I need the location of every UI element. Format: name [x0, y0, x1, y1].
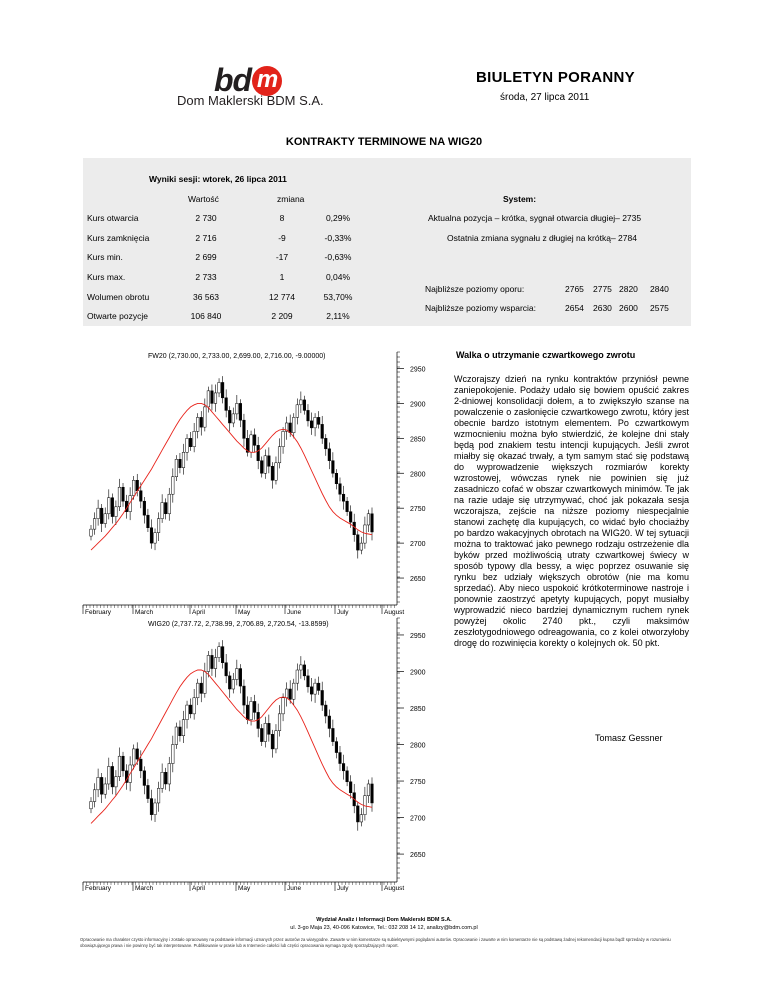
y-tick-label: 2650 [410, 852, 426, 860]
row-pct: 0,04% [325, 272, 351, 282]
candle-body [289, 423, 292, 433]
candle-body [189, 438, 192, 446]
row-pct: 53,70% [323, 292, 353, 302]
y-tick-label: 2950 [410, 366, 426, 374]
bdm-logo: bd m [214, 62, 282, 99]
x-tick-label: July [337, 885, 349, 892]
row-label: Kurs zamknięcia [87, 233, 150, 243]
candle-body [161, 503, 164, 519]
row-label: Kurs max. [87, 272, 126, 282]
candle-body [172, 477, 175, 494]
row-value: 2 699 [195, 252, 217, 262]
support-level: 2575 [650, 303, 669, 313]
candle-body [324, 438, 327, 448]
row-pct: 2,11% [326, 311, 350, 321]
y-tick-label: 2900 [410, 401, 426, 409]
x-tick-label: February [85, 885, 112, 892]
candle-body [122, 756, 125, 771]
candle-body [164, 503, 167, 514]
resistance-label: Najbliższe poziomy oporu: [425, 284, 525, 294]
candle-body [214, 658, 217, 669]
candle-body [221, 382, 224, 397]
candle-body [179, 727, 182, 736]
candle-body [367, 514, 370, 525]
candle-body [193, 431, 196, 446]
candle-body [275, 463, 278, 480]
candle-body [97, 777, 100, 789]
results-title: Wyniki sesji: wtorek, 26 lipca 2011 [149, 174, 287, 184]
x-tick-label: April [192, 609, 206, 616]
candle-body [317, 417, 320, 424]
candle-body [282, 431, 285, 446]
col-change-header: zmiana [277, 194, 305, 204]
row-value: 2 733 [195, 272, 217, 282]
row-value: 2 716 [195, 233, 217, 243]
article-title: Walka o utrzymanie czwartkowego zwrotu [456, 350, 636, 360]
row-change: 2 209 [271, 311, 293, 321]
candle-body [349, 782, 352, 793]
company-name: Dom Maklerski BDM S.A. [177, 93, 324, 108]
candle-body [260, 728, 263, 741]
candle-body [278, 447, 281, 463]
candle-body [132, 749, 135, 765]
candle-body [349, 512, 352, 522]
candle-body [97, 508, 100, 518]
candle-body [296, 670, 299, 683]
row-pct: -0,63% [324, 252, 352, 262]
candle-body [100, 508, 103, 523]
candle-body [250, 701, 253, 719]
candle-body [182, 720, 185, 736]
candle-body [143, 771, 146, 786]
candle-body [253, 435, 256, 445]
chart-title: FW20 (2,730.00, 2,733.00, 2,699.00, 2,716.00, -9.00000) [148, 353, 326, 360]
resistance-level: 2820 [619, 284, 638, 294]
candle-body [285, 689, 288, 698]
candle-body [292, 417, 295, 432]
y-tick-label: 2800 [410, 742, 426, 750]
candle-body [243, 686, 246, 705]
candle-body [122, 487, 125, 501]
y-tick-label: 2750 [410, 506, 426, 514]
candle-body [335, 473, 338, 483]
support-level: 2630 [593, 303, 612, 313]
section-title: KONTRAKTY TERMINOWE NA WIG20 [285, 136, 483, 148]
candle-body [139, 759, 142, 771]
system-line-1: Aktualna pozycja – krótka, sygnał otwarcia długiej– 2735 [428, 213, 642, 223]
candle-body [107, 498, 110, 514]
candle-body [339, 753, 342, 764]
candle-body [196, 417, 199, 431]
candle-body [332, 728, 335, 741]
row-label: Wolumen obrotu [87, 292, 150, 302]
candle-body [275, 731, 278, 749]
candle-body [150, 528, 153, 543]
row-change: 1 [279, 272, 285, 282]
candle-body [324, 705, 327, 716]
article-author: Tomasz Gessner [595, 733, 663, 743]
chart-title: WIG20 (2,737.72, 2,738.99, 2,706.89, 2,720.54, -13.8599) [148, 621, 329, 628]
candle-body [239, 669, 242, 687]
candle-body [360, 543, 363, 550]
y-tick-label: 2750 [410, 779, 426, 787]
candle-body [371, 784, 374, 803]
support-label: Najbliższe poziomy wsparcia: [425, 303, 537, 313]
candle-body [218, 647, 221, 658]
candle-body [264, 723, 267, 741]
candle-body [346, 771, 349, 782]
resistance-level: 2775 [593, 284, 612, 294]
candle-body [150, 799, 153, 815]
candle-body [104, 784, 107, 794]
candle-body [328, 716, 331, 728]
footer-disclaimer: Opracowanie ma charakter czysto informacyjny i zostało opracowany na podstawie informacji uznanych przez autorów za wiarygodne. Zawarte w nim komentarze są subiektywnymi poglądami autorów. Opracowanie i zawarte w nim komentarze nie są podstawą żadnej rekomendacji kupna bądź sprzedaży w rozumieniu obowiązującego prawa i nie powinny być tak interpretowane. Publikowanie w prasie lub w Internecie całości lub części opracowania wymaga zgody sporządzających raport. [80, 937, 671, 948]
candle-body [236, 669, 239, 680]
candle-body [268, 456, 271, 466]
x-tick-label: August [384, 885, 405, 892]
x-tick-label: August [384, 609, 405, 616]
candle-body [225, 398, 228, 411]
candle-body [136, 749, 139, 759]
candle-body [243, 420, 246, 438]
candle-body [132, 480, 135, 495]
candle-body [115, 507, 118, 517]
candle-body [360, 815, 363, 822]
candle-body [260, 461, 263, 474]
x-tick-label: February [85, 609, 112, 616]
candle-body [271, 734, 274, 749]
support-level: 2600 [619, 303, 638, 313]
row-change: 12 774 [269, 292, 295, 302]
x-tick-label: May [238, 885, 251, 892]
x-tick-label: June [287, 609, 302, 616]
candle-body [93, 519, 96, 529]
bulletin-date: środa, 27 lipca 2011 [500, 92, 590, 103]
row-pct: 0,29% [325, 213, 351, 223]
candle-body [111, 766, 114, 786]
y-tick-label: 2950 [410, 632, 426, 640]
candle-body [168, 494, 171, 514]
candle-body [100, 777, 103, 794]
candle-body [204, 671, 207, 693]
candle-body [292, 683, 295, 699]
candle-body [310, 687, 313, 694]
candle-body [139, 491, 142, 501]
candle-body [335, 742, 338, 753]
candle-body [232, 414, 235, 423]
candle-body [218, 382, 221, 392]
candle-body [154, 803, 157, 815]
y-tick-label: 2650 [410, 576, 426, 584]
candle-body [314, 417, 317, 427]
candle-body [303, 400, 306, 410]
system-line-2: Ostatnia zmiana sygnału z długiej na krótką– 2784 [447, 233, 637, 243]
candle-body [264, 456, 267, 473]
candle-body [186, 438, 189, 452]
candle-body [161, 772, 164, 788]
row-change: -17 [275, 252, 289, 262]
candle-body [111, 498, 114, 517]
candle-body [317, 683, 320, 690]
candle-body [300, 400, 303, 405]
candle-body [253, 701, 256, 712]
candle-body [93, 790, 96, 802]
candle-body [172, 745, 175, 764]
candle-body [118, 487, 121, 507]
candle-body [186, 705, 189, 720]
candle-body [342, 764, 345, 771]
col-value-header: Wartość [188, 194, 219, 204]
candle-body [367, 784, 370, 796]
candle-body [339, 484, 342, 494]
candle-body [193, 698, 196, 714]
logo-m-circle: m [252, 66, 282, 96]
row-change: 8 [279, 213, 285, 223]
candle-body [250, 435, 253, 452]
candle-body [90, 529, 93, 536]
y-tick-label: 2850 [410, 436, 426, 444]
candle-body [346, 501, 349, 511]
candle-body [179, 459, 182, 467]
candle-body [147, 515, 150, 528]
candle-body [356, 806, 359, 822]
support-level: 2654 [565, 303, 584, 313]
y-tick-label: 2800 [410, 471, 426, 479]
candle-body [307, 410, 310, 420]
row-label: Otwarte pozycje [87, 311, 148, 321]
candle-body [303, 665, 306, 676]
x-tick-label: June [287, 885, 302, 892]
candle-body [211, 391, 214, 404]
article-body: Wczorajszy dzień na rynku kontraktów przyniósł pewne zaniepokojenie. Podaży udało się bowiem opuścić zakres 2-dniowej konsolidacji dołem, a to zwiększyło szanse na powalczenie o zasłonięcie czwartkowego zwrotu, który jest obecnie bardzo istotnym elementem. Po czwartkowym wzmocnieniu można było stwierdzić, że kolejne dni stały będą pod znakiem testu intencji kupujących. Jeśli zwrot miałby się okazać trwały, a tym samym stać się podstawą do wyprowadzenie większych rozmiarów korekty wzrostowej, wówczas rynek nie powinien się już zasadniczo cofać w obszar czwartkowych minimów. Te jak na razie udaje się utrzymywać, choć jak pokazała sesja wczorajsza, zejście na niższe poziomy niespecjalnie stanowi zachętę dla kupujących, co widać było chociażby po bardzo wakacyjnych obrotach na WIG20. W tej sytuacji można to traktować jako pewnego rodzaju ostrzeżenie dla byków przed możliwością utraty czwartkowej świecy w sposób typowy dla bessy, a więc poprzez osuwanie się rynku bez udziały większych obrotów (nie ma komu sprzedać). Aby nieco uspokoić krótkoterminowe nastroje i ponownie zaostrzyć apetyty kupujących, popyt musiałby wyprowadzić nieco bardziej dynamicznym ruchem rynek powyżej okolic 2740 pkt., czyli maksimów zeszłotygodniowego odreagowania, co z kolei otworzyłoby drogę do rozwinięcia korekty o kolejnych ok. 50 pkt. [454, 374, 689, 648]
candle-body [328, 449, 331, 461]
moving-average-line [91, 670, 372, 823]
row-change: -9 [278, 233, 286, 243]
x-tick-label: May [238, 609, 251, 616]
candle-body [107, 766, 110, 784]
candle-body [175, 459, 178, 476]
candle-body [168, 764, 171, 784]
x-tick-label: March [135, 609, 154, 616]
moving-average-line [91, 403, 372, 550]
candle-body [118, 756, 121, 776]
candle-body [321, 690, 324, 705]
row-value: 2 730 [195, 213, 217, 223]
candle-body [307, 676, 310, 687]
candle-body [232, 680, 235, 689]
row-value: 106 840 [190, 311, 222, 321]
y-tick-label: 2700 [410, 541, 426, 549]
fw20-chart [83, 352, 426, 616]
candle-body [289, 689, 292, 699]
candle-body [200, 683, 203, 693]
candle-body [239, 403, 242, 420]
candle-body [296, 405, 299, 418]
candle-body [115, 777, 118, 787]
candle-body [228, 410, 231, 423]
row-label: Kurs otwarcia [87, 213, 139, 223]
candle-body [314, 683, 317, 694]
candle-body [356, 535, 359, 550]
candle-body [214, 393, 217, 403]
candle-body [200, 417, 203, 427]
row-label: Kurs min. [87, 252, 123, 262]
candle-body [246, 705, 249, 720]
x-tick-label: July [337, 609, 349, 616]
row-value: 36 563 [193, 292, 219, 302]
candle-body [157, 788, 160, 803]
footer-department: Wydział Analiz i Informacji Dom Maklerski BDM S.A. [316, 917, 452, 923]
candle-body [154, 533, 157, 543]
candle-body [189, 705, 192, 714]
candle-body [332, 461, 335, 474]
resistance-level: 2765 [565, 284, 584, 294]
candle-body [211, 655, 214, 668]
candle-body [143, 501, 146, 515]
x-tick-label: April [192, 885, 206, 892]
candle-body [157, 519, 160, 533]
candle-body [175, 727, 178, 745]
candle-body [371, 514, 374, 532]
candle-body [236, 403, 239, 413]
candle-body [207, 655, 210, 671]
y-tick-label: 2900 [410, 669, 426, 677]
row-pct: -0,33% [324, 233, 352, 243]
candle-body [225, 663, 228, 676]
candle-body [353, 522, 356, 535]
footer-address: ul. 3-go Maja 23, 40-096 Katowice, Tel.: 032 208 14 12, analizy@bdm.com.pl [290, 925, 478, 931]
candle-body [90, 801, 93, 808]
x-tick-label: March [135, 885, 154, 892]
candle-body [321, 424, 324, 438]
candle-body [221, 647, 224, 663]
candle-body [104, 514, 107, 524]
candle-body [364, 525, 367, 543]
candle-body [300, 665, 303, 670]
candle-body [268, 723, 271, 734]
candle-body [164, 772, 167, 784]
candle-body [196, 683, 199, 698]
y-tick-label: 2850 [410, 706, 426, 713]
resistance-level: 2840 [650, 284, 669, 294]
bulletin-title: BIULETYN PORANNY [476, 69, 635, 86]
candle-body [228, 676, 231, 689]
candle-body [204, 407, 207, 427]
candle-body [271, 466, 274, 480]
candle-body [278, 714, 281, 731]
y-tick-label: 2700 [410, 815, 426, 823]
col-system-header: System: [503, 194, 537, 204]
candle-body [182, 452, 185, 467]
candle-body [257, 445, 260, 460]
candle-body [207, 391, 210, 407]
candle-body [282, 698, 285, 714]
candle-body [342, 494, 345, 501]
candle-body [147, 785, 150, 798]
wig20-chart [83, 618, 426, 892]
candle-body [310, 421, 313, 428]
